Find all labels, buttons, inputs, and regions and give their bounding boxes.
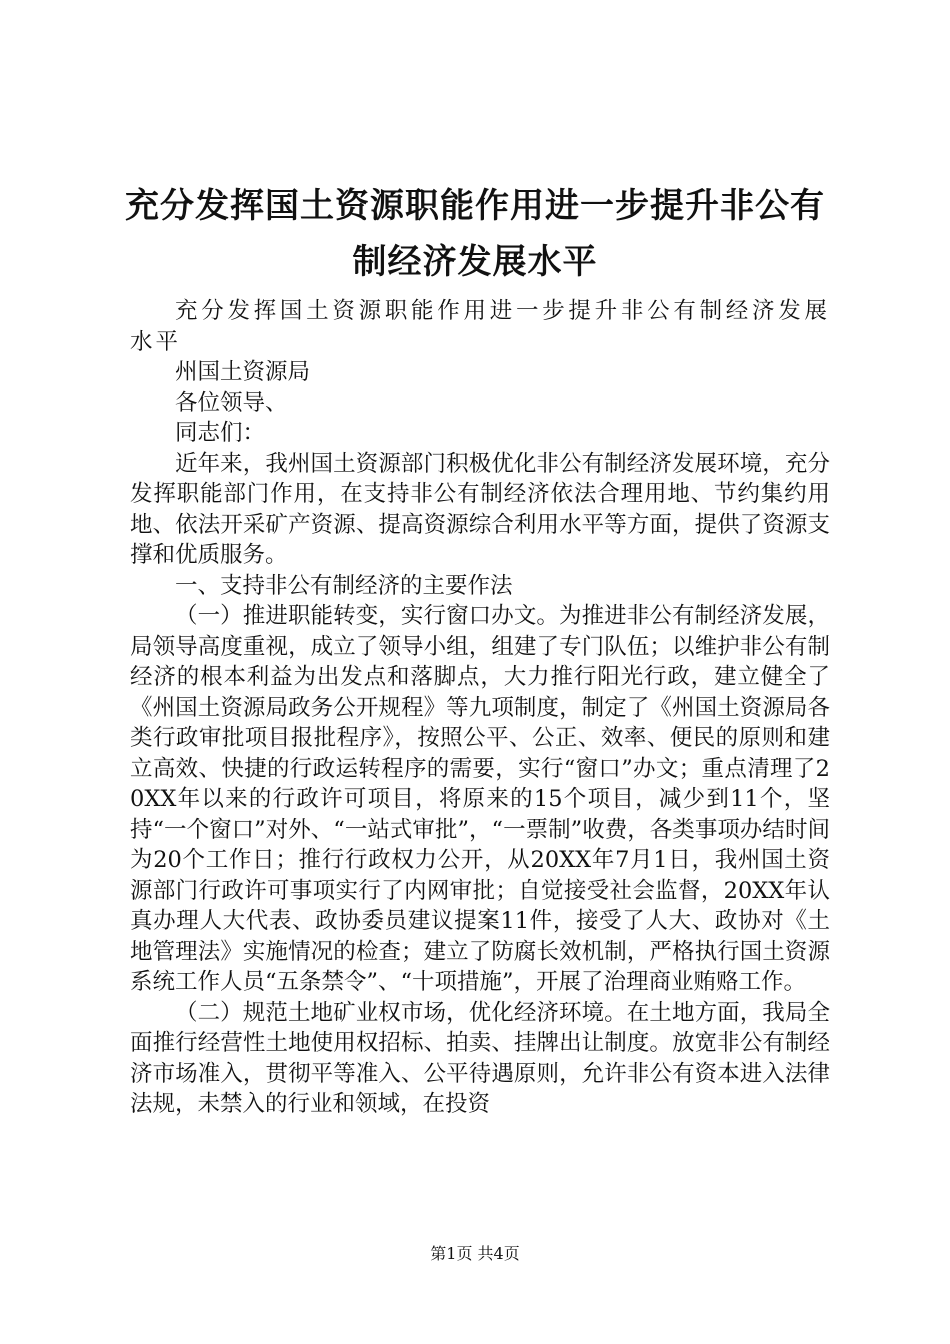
document-title: 充分发挥国土资源职能作用进一步提升非公有制经济发展水平	[125, 186, 825, 282]
page-number-footer: 第1页 共4页	[430, 1244, 520, 1263]
salutation-line: 各位领导、	[175, 389, 288, 416]
body-paragraph: （二）规范土地矿业权市场，优化经济环境。在土地方面，我局全面推行经营性土地使用权招标、拍卖、挂牌出让制度。放宽非公有制经济市场准入，贯彻平等准入、公平待遇原则，允许非公有资本进入法律法规，未禁入的行业和领域，在投资	[130, 999, 830, 1117]
subtitle-paragraph: 充分发挥国土资源职能作用进一步提升非公有制经济发展水平	[130, 298, 830, 355]
salutation-line: 同志们：	[175, 420, 266, 446]
section-heading: 一、支持非公有制经济的主要作法	[175, 572, 513, 599]
intro-paragraph: 近年来，我州国土资源部门积极优化非公有制经济发展环境，充分发挥职能部门作用，在支持非公有制经济依法合理用地、节约集约用地、依法开采矿产资源、提高资源综合利用水平等方面，提供了资源支撑和优质服务。	[130, 450, 830, 568]
issuer-line: 州国土资源局	[175, 359, 311, 385]
body-paragraph: （一）推进职能转变，实行窗口办文。为推进非公有制经济发展，局领导高度重视，成立了领导小组，组建了专门队伍；以维护非公有制经济的根本利益为出发点和落脚点，大力推行阳光行政，建立健全了《州国土资源局政务公开规程》等九项制度，制定了《州国土资源局各类行政审批项目报批程序》，按照公平、公正、效率、便民的原则和建立高效、快捷的行政运转程序的需要，实行“窗口”办文；重点清理了20XX年以来的行政许可项目，将原来的15个项目，减少到11个，坚持“一个窗口”对外、“一站式审批”，“一票制”收费，各类事项办结时间为20个工作日；推行行政权力公开，从20XX年7月1日，我州国土资源部门行政许可事项实行了内网审批；自觉接受社会监督，20XX年认真办理人大代表、政协委员建议提案11件，接受了人大、政协对《土地管理法》实施情况的检查；建立了防腐长效机制，严格执行国土资源系统工作人员“五条禁令”、“十项措施”，开展了治理商业贿赂工作。	[130, 603, 830, 995]
document-body	[130, 296, 830, 1120]
